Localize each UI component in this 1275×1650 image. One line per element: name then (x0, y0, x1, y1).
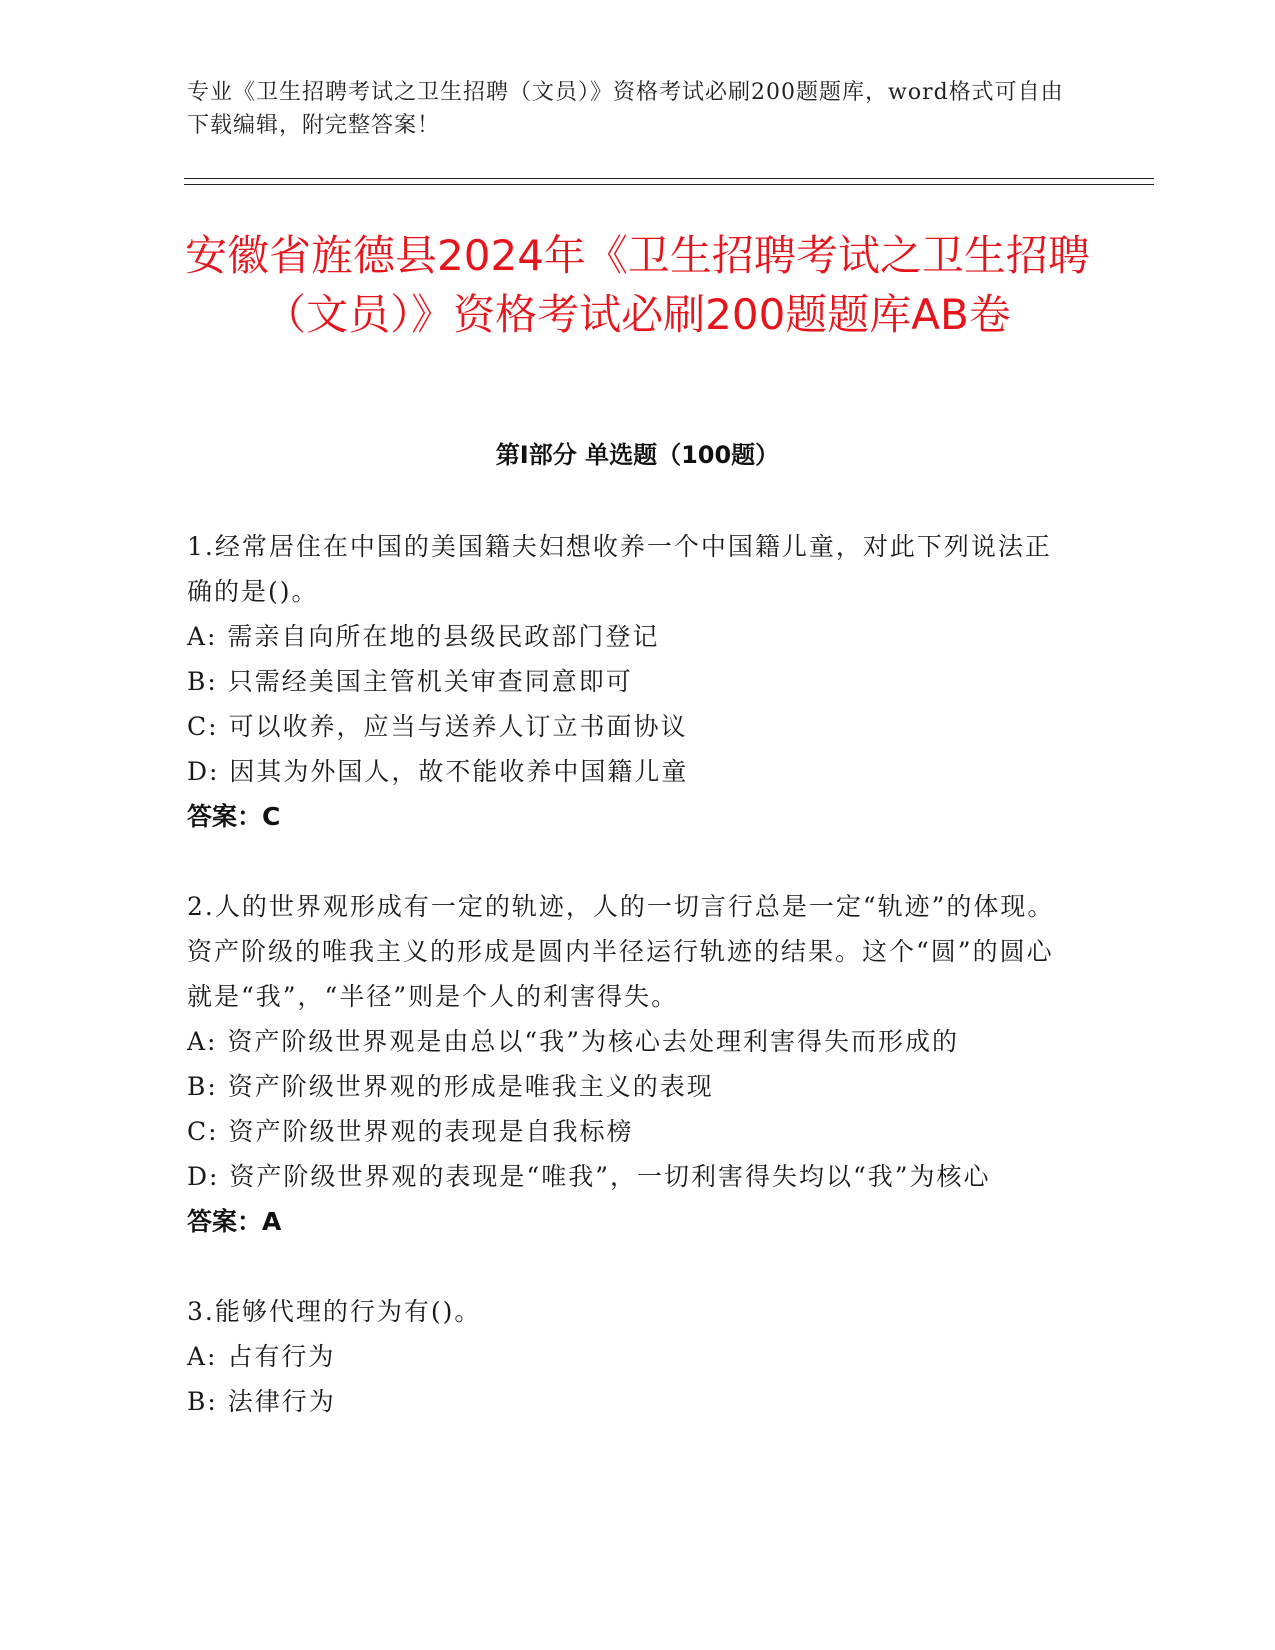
option-c: C: 可以收养，应当与送养人订立书面协议 (187, 712, 688, 741)
section-title: 第I部分 单选题（100题） (495, 441, 780, 469)
option-d: D: 因其为外国人，故不能收养中国籍儿童 (187, 757, 689, 786)
option-a: A: 资产阶级世界观是由总以“我”为核心去处理利害得失而形成的 (187, 1027, 959, 1056)
question-list (187, 524, 1067, 1469)
question-1 (187, 524, 1067, 839)
header-divider-thin (184, 184, 1154, 185)
option-a: A: 占有行为 (187, 1342, 336, 1371)
question-stem: 3.能够代理的行为有()。 (187, 1297, 482, 1326)
header-divider (184, 178, 1154, 179)
question-stem: 1.经常居住在中国的美国籍夫妇想收养一个中国籍儿童，对此下列说法正确的是()。 (187, 532, 1052, 606)
answer-line: 答案：A (187, 1207, 282, 1236)
question-stem: 2.人的世界观形成有一定的轨迹，人的一切言行总是一定“轨迹”的体现。资产阶级的唯我主义的形成是圆内半径运行轨迹的结果。这个“圆”的圆心就是“我”，“半径”则是个人的利害得失。 (187, 892, 1055, 1011)
document-title: 安徽省旌德县2024年《卫生招聘考试之卫生招聘（文员）》资格考试必刷200题题库AB卷 (185, 231, 1090, 339)
option-a: A: 需亲自向所在地的县级民政部门登记 (187, 622, 660, 651)
header-note: 专业《卫生招聘考试之卫生招聘（文员）》资格考试必刷200题题库，word格式可自由下载编辑，附完整答案！ (187, 80, 1064, 138)
question-3 (187, 1289, 1067, 1424)
question-2 (187, 884, 1067, 1244)
option-b: B: 只需经美国主管机关审查同意即可 (187, 667, 633, 696)
option-c: C: 资产阶级世界观的表现是自我标榜 (187, 1117, 634, 1146)
answer-line: 答案：C (187, 802, 281, 831)
option-d: D: 资产阶级世界观的表现是“唯我”，一切利害得失均以“我”为核心 (187, 1162, 991, 1191)
option-b: B: 法律行为 (187, 1387, 336, 1416)
option-b: B: 资产阶级世界观的形成是唯我主义的表现 (187, 1072, 714, 1101)
